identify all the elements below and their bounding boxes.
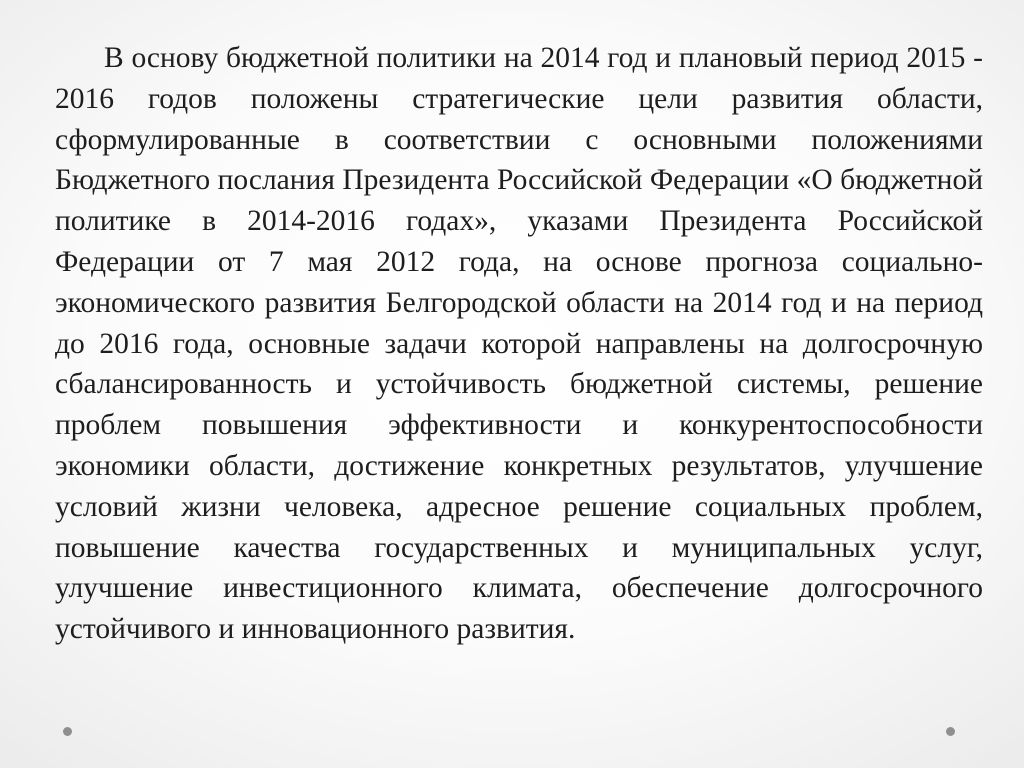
- decorative-dot-left: [63, 727, 72, 736]
- decorative-dot-right: [946, 727, 955, 736]
- slide-body-text: В основу бюджетной политики на 2014 год и плановый период 2015 - 2016 годов положены стратегические цели развития области, сформулированные в соответствии с основными положениями Бюджетного послания Президента Российской Федерации «О бюджетной политике в 2014-2016 годах», указами Президента Российской Федерации от 7 мая 2012 года, на основе прогноза социально-экономического развития Белгородской области на 2014 год и на период до 2016 года, основные задачи которой направлены на долгосрочную сбалансированность и устойчивость бюджетной системы, решение проблем повышения эффективности и конкурентоспособности экономики области, достижение конкретных результатов, улучшение условий жизни человека, адресное решение социальных проблем, повышение качества государственных и муниципальных услуг, улучшение инвестиционного климата, обеспечение долгосрочного устойчивого и инновационного развития.: [55, 42, 983, 646]
